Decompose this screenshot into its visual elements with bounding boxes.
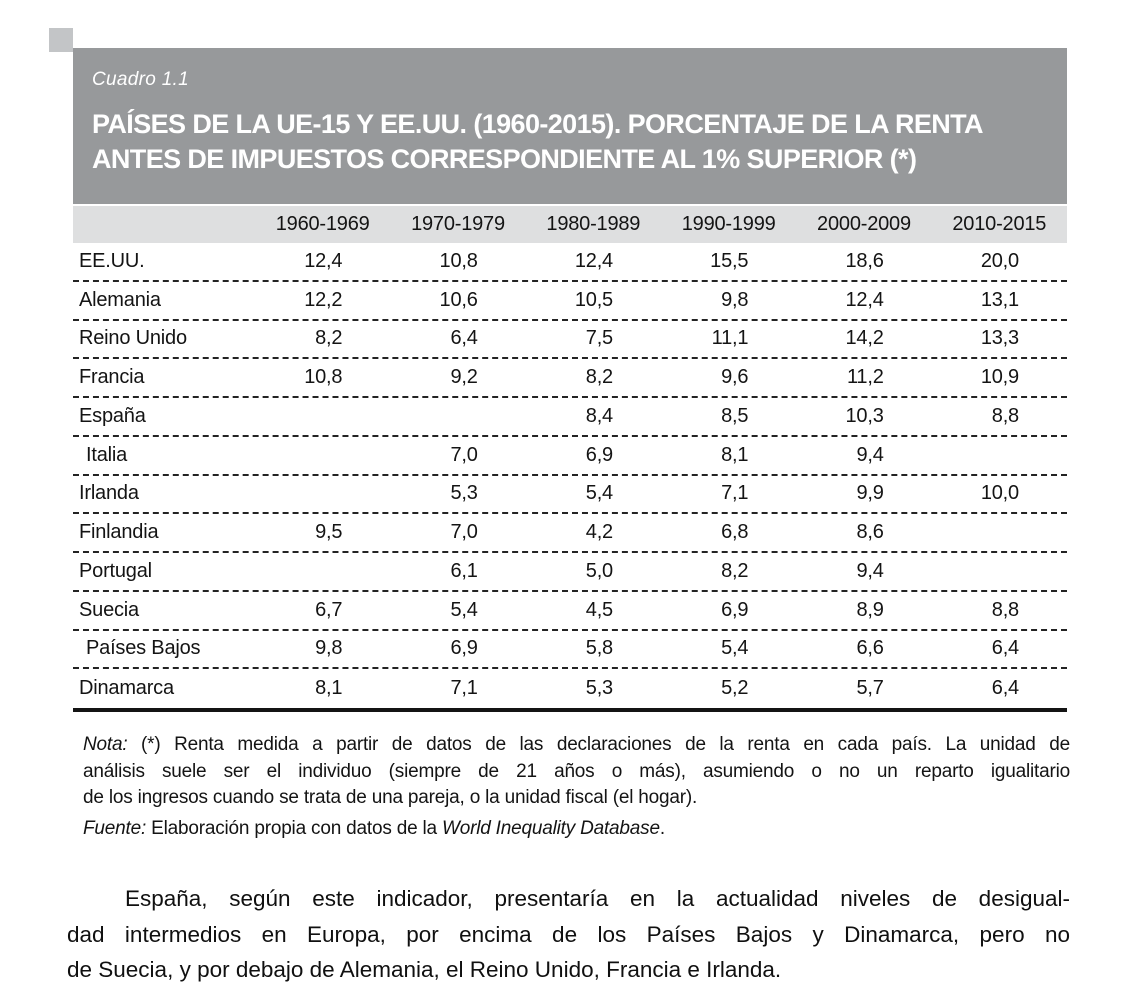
cell-value: 9,6 bbox=[721, 366, 749, 389]
row-label: Finlandia bbox=[79, 521, 159, 544]
cell-value: 7,0 bbox=[450, 443, 478, 466]
cell-value: 10,8 bbox=[439, 249, 478, 272]
cell-value: 4,2 bbox=[585, 521, 613, 544]
column-header: 1980-1989 bbox=[546, 213, 641, 235]
table-title-line-2: ANTES DE IMPUESTOS CORRESPONDIENTE AL 1% SUPERIOR (*) bbox=[92, 144, 917, 174]
table-title-line-1: PAÍSES DE LA UE-15 Y EE.UU. (1960-2015). PORCENTAJE DE LA RENTA bbox=[92, 109, 983, 139]
cell-value: 5,4 bbox=[585, 482, 613, 505]
row-label: Reino Unido bbox=[79, 327, 187, 350]
table-row bbox=[73, 476, 1067, 515]
cell-value: 8,2 bbox=[721, 559, 749, 582]
cell-value: 10,8 bbox=[304, 366, 343, 389]
cell-value: 6,4 bbox=[991, 677, 1019, 700]
cell-value: 5,7 bbox=[856, 677, 884, 700]
cell-value: 18,6 bbox=[845, 249, 884, 272]
cell-value: 12,4 bbox=[845, 288, 884, 311]
cell-value: 8,4 bbox=[585, 404, 613, 427]
cell-value: 11,2 bbox=[846, 366, 884, 389]
table-number: Cuadro 1.1 bbox=[92, 69, 190, 90]
cell-value: 12,4 bbox=[574, 249, 613, 272]
table-row bbox=[73, 631, 1067, 670]
note-line-2: análisis suele ser el individuo (siempre de 21 años o más), asumiendo o no un reparto igualitario bbox=[83, 760, 1070, 782]
row-label: Irlanda bbox=[79, 482, 139, 505]
table-row bbox=[73, 437, 1067, 476]
cell-value: 6,9 bbox=[450, 637, 478, 660]
column-header: 2010-2015 bbox=[952, 213, 1047, 235]
note-line-1-text: (*) Renta medida a partir de datos de las declaraciones de la renta en cada país. La unidad de bbox=[127, 734, 1070, 755]
cell-value: 15,5 bbox=[710, 249, 749, 272]
corner-square-decoration bbox=[49, 28, 73, 52]
cell-value: 8,2 bbox=[585, 366, 613, 389]
cell-value: 5,0 bbox=[585, 559, 613, 582]
table-title-block bbox=[73, 48, 1067, 204]
row-label: Países Bajos bbox=[86, 637, 201, 660]
cell-value: 8,9 bbox=[856, 598, 884, 621]
cell-value: 6,9 bbox=[585, 443, 613, 466]
cell-value: 13,3 bbox=[980, 327, 1019, 350]
cell-value: 6,7 bbox=[315, 598, 343, 621]
cell-value: 5,4 bbox=[721, 637, 749, 660]
cell-value: 6,4 bbox=[450, 327, 478, 350]
column-header: 1960-1969 bbox=[275, 213, 370, 235]
cell-value: 4,5 bbox=[585, 598, 613, 621]
cell-value: 10,5 bbox=[574, 288, 613, 311]
source-period: . bbox=[659, 817, 665, 839]
cell-value: 5,8 bbox=[585, 637, 613, 660]
row-label: Alemania bbox=[79, 288, 161, 311]
cell-value: 6,1 bbox=[450, 559, 478, 582]
cell-value: 7,5 bbox=[585, 327, 613, 350]
cell-value: 13,1 bbox=[980, 288, 1019, 311]
table-row bbox=[73, 514, 1067, 553]
source-line bbox=[83, 816, 1070, 843]
cell-value: 6,8 bbox=[721, 521, 749, 544]
cell-value: 20,0 bbox=[980, 249, 1019, 272]
table-row bbox=[73, 243, 1067, 282]
table-row bbox=[73, 359, 1067, 398]
column-header: 1990-1999 bbox=[681, 213, 776, 235]
table-row bbox=[73, 669, 1067, 708]
cell-value: 9,8 bbox=[315, 637, 343, 660]
cell-value: 6,9 bbox=[721, 598, 749, 621]
cell-value: 11,1 bbox=[711, 327, 749, 350]
row-label: Francia bbox=[79, 366, 145, 389]
cell-value: 12,4 bbox=[304, 249, 343, 272]
cell-value: 7,1 bbox=[450, 677, 478, 700]
row-label: Portugal bbox=[79, 559, 152, 582]
table-row bbox=[73, 592, 1067, 631]
cell-value: 9,2 bbox=[450, 366, 478, 389]
body-paragraph bbox=[67, 881, 1070, 988]
body-line-2: dad intermedios en Europa, por encima de los Países Bajos y Dinamarca, pero no bbox=[67, 921, 1070, 947]
cell-value: 10,6 bbox=[439, 288, 478, 311]
cell-value: 5,3 bbox=[450, 482, 478, 505]
table-column-header-row bbox=[73, 206, 1067, 243]
note-line-3: de los ingresos cuando se trata de una pareja, o la unidad fiscal (el hogar). bbox=[83, 787, 698, 808]
note-line-1 bbox=[83, 732, 1070, 759]
table-row bbox=[73, 321, 1067, 360]
cell-value: 7,1 bbox=[721, 482, 749, 505]
cell-value: 9,9 bbox=[856, 482, 884, 505]
column-header: 1970-1979 bbox=[411, 213, 505, 235]
source-database-name: World Inequality Database bbox=[441, 817, 660, 839]
cell-value: 7,0 bbox=[450, 521, 478, 544]
cell-value: 5,3 bbox=[585, 677, 613, 700]
cell-value: 8,1 bbox=[315, 677, 343, 700]
cell-value: 5,2 bbox=[721, 677, 749, 700]
cell-value: 8,1 bbox=[721, 443, 749, 466]
cell-value: 8,8 bbox=[991, 598, 1019, 621]
cell-value: 10,3 bbox=[845, 404, 884, 427]
cell-value: 5,4 bbox=[450, 598, 478, 621]
cell-value: 9,4 bbox=[856, 559, 884, 582]
table-title bbox=[92, 107, 1053, 177]
cell-value: 8,8 bbox=[991, 404, 1019, 427]
cell-value: 10,0 bbox=[980, 482, 1019, 505]
cell-value: 9,4 bbox=[856, 443, 884, 466]
source-label: Fuente: bbox=[83, 817, 147, 839]
row-label: EE.UU. bbox=[79, 249, 145, 272]
cell-value: 8,6 bbox=[856, 521, 884, 544]
cell-value: 6,6 bbox=[856, 637, 884, 660]
body-line-1: España, según este indicador, presentaría en la actualidad niveles de desigual- bbox=[125, 886, 1070, 911]
row-label: Italia bbox=[86, 443, 128, 466]
row-label: Dinamarca bbox=[79, 677, 174, 700]
table-row bbox=[73, 398, 1067, 437]
cell-value: 14,2 bbox=[845, 327, 884, 350]
table-row bbox=[73, 553, 1067, 592]
cell-value: 8,5 bbox=[721, 404, 749, 427]
cell-value: 8,2 bbox=[315, 327, 343, 350]
column-header: 2000-2009 bbox=[817, 213, 911, 235]
cell-value: 12,2 bbox=[304, 288, 343, 311]
cell-value: 6,4 bbox=[991, 637, 1019, 660]
cell-value: 9,8 bbox=[721, 288, 749, 311]
cell-value: 10,9 bbox=[980, 366, 1019, 389]
row-label: Suecia bbox=[79, 598, 139, 621]
data-table bbox=[73, 243, 1067, 712]
table-notes bbox=[83, 732, 1070, 842]
table-row bbox=[73, 282, 1067, 321]
source-text: Elaboración propia con datos de la bbox=[146, 817, 442, 839]
note-label: Nota: bbox=[83, 734, 128, 755]
body-line-3: de Suecia, y por debajo de Alemania, el Reino Unido, Francia e Irlanda. bbox=[67, 957, 782, 982]
row-label: España bbox=[79, 404, 146, 427]
cell-value: 9,5 bbox=[315, 521, 343, 544]
